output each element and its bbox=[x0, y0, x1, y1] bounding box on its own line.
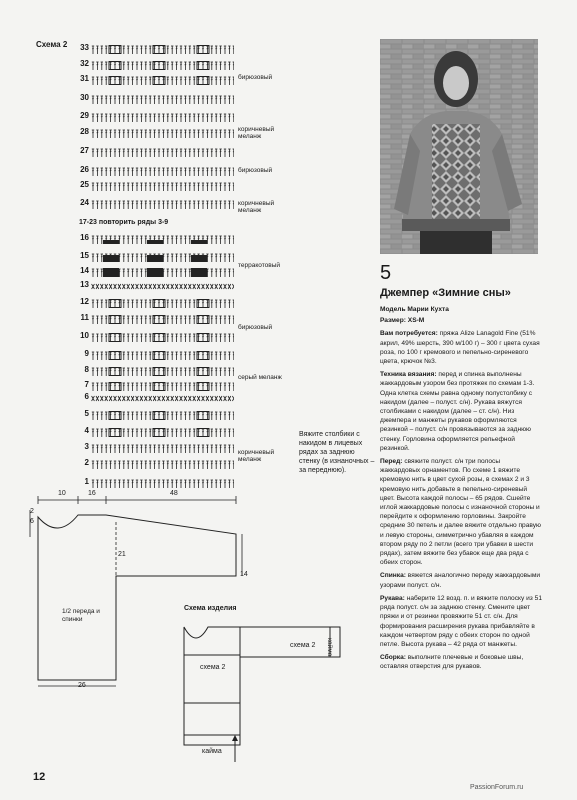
article-number: 5 bbox=[380, 262, 392, 284]
dim-21: 21 bbox=[118, 551, 126, 558]
product-scheme-diagram bbox=[180, 617, 365, 767]
row-number: 8 bbox=[84, 365, 89, 374]
half-front-back-label: 1/2 переда и спинки bbox=[62, 608, 100, 623]
stitch-row bbox=[91, 394, 234, 403]
color-label-row11: бирюзовый bbox=[238, 324, 273, 331]
stitch-row bbox=[91, 479, 234, 488]
row-number: 32 bbox=[80, 59, 89, 68]
row-number: 28 bbox=[80, 127, 89, 136]
paragraph-text: пряжа Alize Lanagold Fine (51% акрил, 49% шерсть, 390 м/100 г) – 300 г цвета сухая роза, по 100 г кремового и пепельно-сиреневого цвета, крючок №3. bbox=[380, 330, 540, 366]
stitch-row bbox=[91, 268, 234, 277]
row-number: 15 bbox=[80, 251, 89, 260]
size-value: XS-M bbox=[407, 317, 425, 325]
row-number: 4 bbox=[84, 426, 89, 435]
row-number: 24 bbox=[80, 198, 89, 207]
scheme2-label-body: схема 2 bbox=[200, 664, 226, 671]
row-number: 11 bbox=[80, 313, 89, 322]
dim-10: 10 bbox=[58, 490, 66, 497]
dim-6: 6 bbox=[30, 518, 34, 525]
row-number: 30 bbox=[80, 93, 89, 102]
row-number: 33 bbox=[80, 43, 89, 52]
product-scheme-title: Схема изделия bbox=[184, 605, 237, 612]
dim-26: 26 bbox=[78, 682, 86, 689]
row-number: 16 bbox=[80, 233, 89, 242]
paragraph-back bbox=[380, 571, 542, 589]
watermark: PassionForum.ru bbox=[470, 784, 524, 791]
stitch-row bbox=[91, 411, 234, 420]
model-photo bbox=[380, 39, 538, 254]
border-label-body: кайма bbox=[202, 748, 222, 755]
dim-16: 16 bbox=[88, 490, 96, 497]
stitch-row bbox=[91, 428, 234, 437]
article-title: Джемпер «Зимние сны» bbox=[380, 287, 511, 299]
color-label-row2: коричневый меланж bbox=[238, 449, 275, 463]
dim-48: 48 bbox=[170, 490, 178, 497]
row-number: 2 bbox=[84, 458, 89, 467]
stitch-row bbox=[91, 235, 234, 244]
repeat-note: 17-23 повторить ряды 3-9 bbox=[79, 219, 169, 226]
paragraph-lead: Сборка: bbox=[380, 654, 406, 662]
model-author: Модель Марии Кухта bbox=[380, 306, 449, 313]
row-number: 27 bbox=[80, 146, 89, 155]
paragraph-text: вяжется аналогично переду жаккардовыми узорами полуст. с/н. bbox=[380, 572, 541, 589]
article-body bbox=[380, 305, 542, 676]
scheme2-label-sleeve: схема 2 bbox=[290, 642, 316, 649]
paragraph-assembly bbox=[380, 653, 542, 671]
row-number: 12 bbox=[80, 297, 89, 306]
size-line bbox=[380, 316, 542, 325]
paragraph-lead: Рукава: bbox=[380, 594, 405, 602]
paragraph-text: перед и спинка выполнены жаккардовым узором без протяжек по схемам 1-3. Одна клетка схемы равна одному полустолбику с накидом (далее – полуст. с/н). Рукава вяжутся столбиками с накидом (далее – ст. с/н). Низ джемпера и манжеты рукавов оформляются резинкой – полуст. с/н провязываются за заднюю стенку. Горловина оформляется рельефной резинкой. bbox=[380, 371, 535, 452]
row-number: 29 bbox=[80, 111, 89, 120]
row-number: 10 bbox=[80, 331, 89, 340]
stitch-row bbox=[91, 444, 234, 453]
stitch-row bbox=[91, 367, 234, 376]
dim-2: 2 bbox=[30, 508, 34, 515]
stitch-row bbox=[91, 45, 234, 54]
row-number: 6 bbox=[84, 392, 89, 401]
stitch-row bbox=[91, 129, 234, 138]
scheme-2-title: Схема 2 bbox=[36, 40, 68, 49]
stitch-row bbox=[91, 351, 234, 360]
paragraph-sleeves bbox=[380, 594, 542, 649]
paragraph-lead: Вам потребуется: bbox=[380, 330, 438, 338]
stitch-row bbox=[91, 299, 234, 308]
color-label-row31: бирюзовый bbox=[238, 74, 273, 81]
paragraph-text: наберите 12 возд. п. и вяжите полоску из 51 ряда полуст. с/н за заднюю стенку. Смените цвет пряжи и от резинки провяжите 51 ст. с/н. Для формирования расширения рукава прибавляйте в каждом четвертом ряду с обеих сторон по одной петле. Высота рукава – 42 ряда от манжеты. bbox=[380, 594, 542, 648]
stitch-row bbox=[91, 200, 234, 209]
paragraph-text: свяжите полуст. с/н три полосы жаккардовых орнаментов. По схеме 1 вяжите кремовую нить в цвет сухой розы, в схемах 2 и 3 кремовую нить добавьте в пепельно-сиреневый цвет. Высота каждой полосы – 65 рядов. Сшейте иглой жаккардовые полосы с изнаночной стороны и перейдите к оформлению горловины. Закройте средние 30 петель и далее вяжите отдельно правую и левую стороны, симметрично убавляя в каждом втором ряду по 2 петли (всего три убавки в шести рядах), затем вяжите без убавок еще два ряда с обеих сторон. bbox=[380, 458, 541, 567]
row-number: 7 bbox=[84, 380, 89, 389]
row-number: 14 bbox=[80, 266, 89, 275]
row-number: 5 bbox=[84, 409, 89, 418]
row-number: 13 bbox=[80, 280, 89, 289]
paragraph-lead: Спинка: bbox=[380, 572, 406, 580]
color-label-row24: коричневый меланж bbox=[238, 200, 275, 214]
stitch-row bbox=[91, 182, 234, 191]
paragraph-technique bbox=[380, 370, 542, 453]
row-number: 9 bbox=[84, 349, 89, 358]
paragraph-text: выполните плечевые и боковые швы, оставляя отверстия для рукавов. bbox=[380, 654, 524, 671]
page-number: 12 bbox=[33, 771, 46, 783]
paragraph-lead: Техника вязания: bbox=[380, 371, 437, 379]
stitch-row bbox=[91, 460, 234, 469]
stitch-row bbox=[91, 333, 234, 342]
row-number: 31 bbox=[80, 74, 89, 83]
color-label-row26: бирюзовый bbox=[238, 167, 273, 174]
stitch-row bbox=[91, 95, 234, 104]
stitch-row bbox=[91, 315, 234, 324]
stitch-row bbox=[91, 282, 234, 291]
row-number: 25 bbox=[80, 180, 89, 189]
size-lead: Размер: bbox=[380, 317, 406, 325]
color-label-row7: серый меланж bbox=[238, 374, 282, 381]
paragraph-materials bbox=[380, 329, 542, 366]
dim-14: 14 bbox=[240, 571, 248, 578]
row-number: 3 bbox=[84, 442, 89, 451]
paragraph-lead: Перед: bbox=[380, 458, 403, 466]
stitch-row bbox=[91, 113, 234, 122]
stitch-row bbox=[91, 76, 234, 85]
stitch-row bbox=[91, 167, 234, 176]
row-number: 26 bbox=[80, 165, 89, 174]
stitch-row bbox=[91, 253, 234, 262]
color-label-row28: коричневый меланж bbox=[238, 126, 275, 140]
stitch-row bbox=[91, 61, 234, 70]
border-label-sleeve: кайма bbox=[326, 638, 333, 657]
stitch-row bbox=[91, 382, 234, 391]
stitch-row bbox=[91, 148, 234, 157]
color-label-row15: терракотовый bbox=[238, 262, 281, 269]
legend-note: Вяжите столбики с накидом в лицевых рядах за заднюю стенку (в изнаночных – за переднюю). bbox=[299, 431, 375, 474]
row-number: 1 bbox=[84, 477, 89, 486]
paragraph-front bbox=[380, 457, 542, 567]
